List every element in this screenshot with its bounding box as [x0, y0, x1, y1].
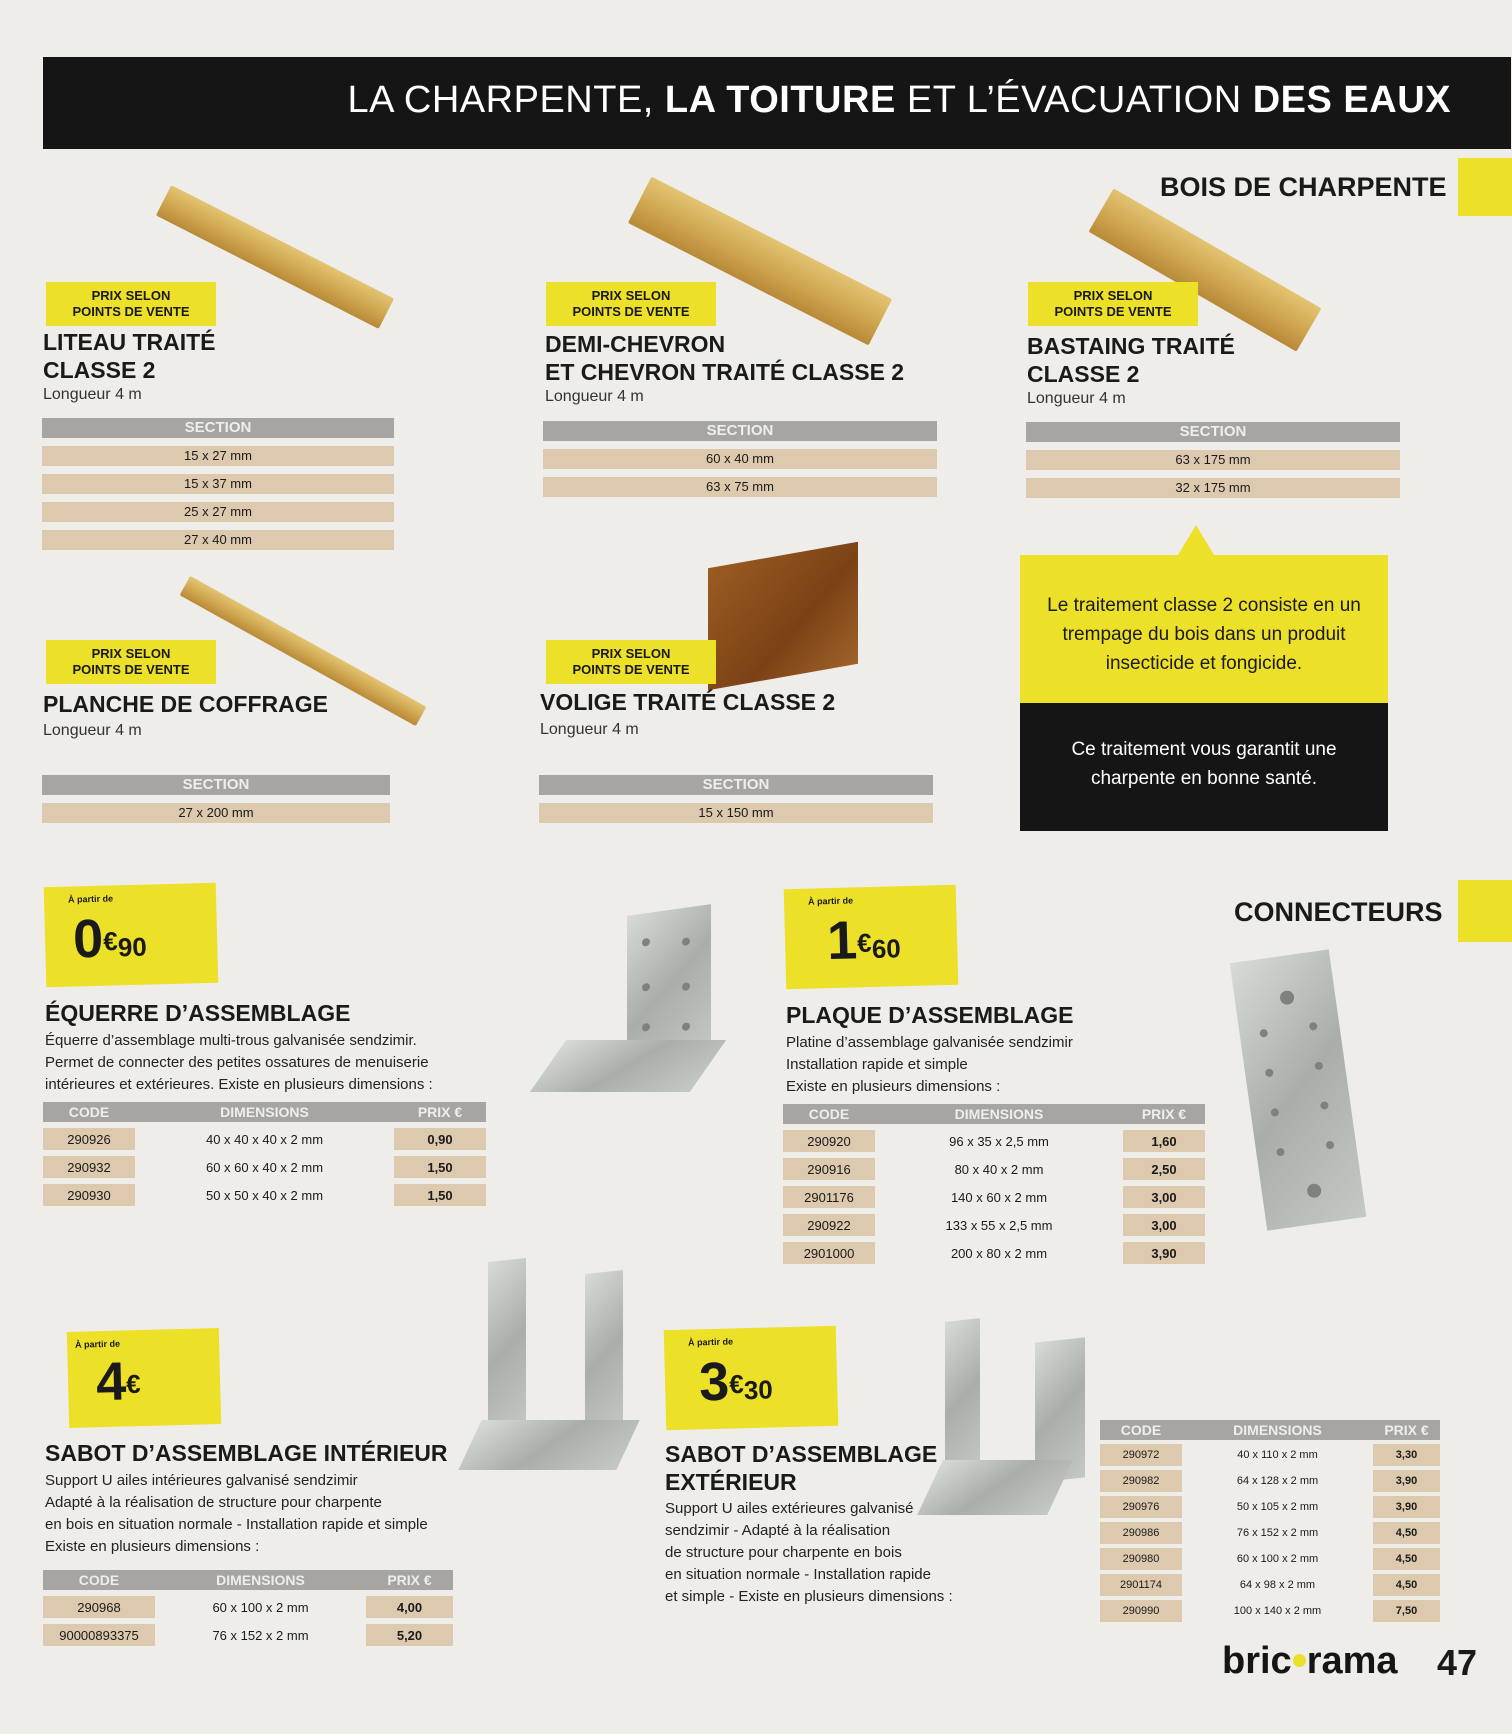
price-from: À partir de: [687, 1336, 734, 1348]
price-from: À partir de: [74, 1338, 121, 1350]
banner-title: [347, 79, 1451, 122]
table-row: 290932 60 x 60 x 40 x 2 mm 1,50: [43, 1156, 486, 1178]
price-tag: PRIX SELON POINTS DE VENTE: [546, 640, 716, 684]
section-table-planche: [42, 775, 390, 823]
product-length: Longueur 4 m: [43, 386, 142, 403]
sabot-ext-image: [945, 1318, 980, 1477]
table-row: 290990 100 x 140 x 2 mm 7,50: [1100, 1600, 1440, 1622]
price-tag: PRIX SELON POINTS DE VENTE: [46, 640, 216, 684]
section-marker: [1458, 158, 1512, 216]
section-marker: [1458, 880, 1512, 942]
table-row: 290972 40 x 110 x 2 mm 3,30: [1100, 1444, 1440, 1466]
info-box-yellow: [1020, 555, 1388, 703]
banner-part: LA CHARPENTE,: [347, 79, 665, 121]
banner-part: ET L’ÉVACUATION: [895, 79, 1253, 121]
product-length: Longueur 4 m: [540, 721, 639, 738]
price-table-sabot-int: CODE DIMENSIONS PRIX € 290968 60 x 100 x 2 mm 4,00 90000893375 76 x 152 x 2 mm 5,20: [43, 1564, 453, 1652]
price-value: 0€90: [72, 908, 148, 970]
product-title-chevron: DEMI-CHEVRON ET CHEVRON TRAITÉ CLASSE 2: [545, 331, 905, 385]
table-row: 290968 60 x 100 x 2 mm 4,00: [43, 1596, 453, 1618]
brand-logo: bric rama: [1222, 1640, 1398, 1682]
section-row: 15 x 27 mm: [42, 446, 394, 466]
price-table-sabot-ext: CODE DIMENSIONS PRIX € 290972 40 x 110 x 2 mm 3,30 290982 64 x 128 x 2 mm 3,90 290976 50 x 105 x 2 mm 3,90 290986 76 x 152 x 2 mm 4,50 290980 60 x 100 x 2 mm 4,50 2901174 64 x 98 x 2 mm 4,50 290990 100 x 140 x 2 mm 7,50: [1100, 1416, 1440, 1626]
price-tag: PRIX SELON POINTS DE VENTE: [546, 282, 716, 326]
product-length: Longueur 4 m: [43, 722, 142, 739]
price-box-sabot-ext: [664, 1326, 839, 1430]
price-tag: PRIX SELON POINTS DE VENTE: [46, 282, 216, 326]
plaque-image: [1230, 949, 1367, 1230]
price-tag: PRIX SELON POINTS DE VENTE: [1028, 282, 1198, 326]
bastaing-image: [1089, 188, 1322, 351]
price-value: 4€: [95, 1351, 142, 1413]
section-row: 25 x 27 mm: [42, 502, 394, 522]
section-row: 15 x 150 mm: [539, 803, 933, 823]
sabot-int-image: [488, 1258, 526, 1437]
info-text: Le traitement classe 2 consiste en un trempage du bois dans un produit insecticide et fongicide.: [1047, 595, 1361, 674]
sabot-int-image: [458, 1420, 639, 1470]
table-row: 2901174 64 x 98 x 2 mm 4,50: [1100, 1574, 1440, 1596]
product-title-volige: VOLIGE TRAITÉ CLASSE 2: [540, 689, 836, 715]
table-row: 290980 60 x 100 x 2 mm 4,50: [1100, 1548, 1440, 1570]
section-header: SECTION: [42, 775, 390, 795]
product-desc-equerre: Équerre d’assemblage multi-trous galvanisée sendzimir. Permet de connecter des petites ossatures de menuiserie intérieures et extérieures. Existe en plusieurs dimensions :: [45, 1032, 433, 1093]
section-row: 27 x 40 mm: [42, 530, 394, 550]
table-row: 290916 80 x 40 x 2 mm 2,50: [783, 1158, 1205, 1180]
table-row: 290926 40 x 40 x 40 x 2 mm 0,90: [43, 1128, 486, 1150]
product-title-plaque: PLAQUE D’ASSEMBLAGE: [786, 1002, 1074, 1028]
table-row: 290982 64 x 128 x 2 mm 3,90: [1100, 1470, 1440, 1492]
section-header: SECTION: [1026, 422, 1400, 442]
sabot-ext-image: [917, 1460, 1073, 1515]
banner-part: DES EAUX: [1252, 79, 1451, 121]
table-row: 290986 76 x 152 x 2 mm 4,50: [1100, 1522, 1440, 1544]
page-number: 47: [1437, 1642, 1478, 1683]
product-title-equerre: ÉQUERRE D’ASSEMBLAGE: [45, 1000, 351, 1026]
banner-part: LA TOITURE: [664, 79, 896, 121]
section-row: 32 x 175 mm: [1026, 478, 1400, 498]
price-from: À partir de: [807, 895, 854, 907]
table-row: 90000893375 76 x 152 x 2 mm 5,20: [43, 1624, 453, 1646]
product-desc-plaque: Platine d’assemblage galvanisée sendzimir Installation rapide et simple Existe en plusieurs dimensions :: [786, 1034, 1073, 1095]
table-row: 290930 50 x 50 x 40 x 2 mm 1,50: [43, 1184, 486, 1206]
table-row: 2901000 200 x 80 x 2 mm 3,90: [783, 1242, 1205, 1264]
product-title-liteau: LITEAU TRAITÉ CLASSE 2: [43, 329, 216, 383]
section-table-bastaing: [1026, 422, 1400, 498]
product-length: Longueur 4 m: [1027, 390, 1126, 407]
volige-image: [708, 542, 858, 690]
page-banner: [43, 57, 1511, 149]
table-row: 290976 50 x 105 x 2 mm 3,90: [1100, 1496, 1440, 1518]
table-row: 2901176 140 x 60 x 2 mm 3,00: [783, 1186, 1205, 1208]
product-length: Longueur 4 m: [545, 388, 644, 405]
product-desc-sabot-ext: Support U ailes extérieures galvanisé sendzimir - Adapté à la réalisation de structure pour charpente en bois en situation normale - Installation rapide et simple - Existe en plusieurs dimensions :: [665, 1500, 953, 1605]
price-table-plaque: CODE DIMENSIONS PRIX € 290920 96 x 35 x 2,5 mm 1,60 290916 80 x 40 x 2 mm 2,50 2901176 140 x 60 x 2 mm 3,00 290922 133 x 55 x 2,5 mm 3,00 2901000 200 x 80 x 2 mm 3,90: [783, 1098, 1205, 1270]
callout-arrow: [1178, 525, 1214, 555]
table-row: 290922 133 x 55 x 2,5 mm 3,00: [783, 1214, 1205, 1236]
equerre-image-base: [530, 1040, 726, 1092]
section-row: 15 x 37 mm: [42, 474, 394, 494]
sabot-int-image: [585, 1270, 623, 1439]
section-table-liteau: [42, 418, 394, 550]
section-row: 63 x 75 mm: [543, 477, 937, 497]
info-text: Ce traitement vous garantit une charpente en bonne santé.: [1071, 739, 1337, 789]
info-box-black: [1020, 703, 1388, 831]
price-table-equerre: CODE DIMENSIONS PRIX € 290926 40 x 40 x 40 x 2 mm 0,90 290932 60 x 60 x 40 x 2 mm 1,50 290930 50 x 50 x 40 x 2 mm 1,50: [43, 1096, 486, 1212]
section-header: SECTION: [42, 418, 394, 438]
product-title-sabot-ext: SABOT D’ASSEMBLAGE EXTÉRIEUR: [665, 1441, 938, 1495]
price-box-equerre: [44, 883, 219, 987]
product-title-sabot-int: SABOT D’ASSEMBLAGE INTÉRIEUR: [45, 1440, 448, 1466]
section-row: 27 x 200 mm: [42, 803, 390, 823]
section-title-bois: BOIS DE CHARPENTE: [1160, 172, 1447, 202]
product-title-planche: PLANCHE DE COFFRAGE: [43, 691, 328, 717]
section-title-connecteurs: CONNECTEURS: [1234, 897, 1443, 927]
section-row: 60 x 40 mm: [543, 449, 937, 469]
price-box-plaque: [784, 885, 959, 989]
price-from: À partir de: [67, 893, 114, 905]
section-table-volige: [539, 775, 933, 823]
table-row: 290920 96 x 35 x 2,5 mm 1,60: [783, 1130, 1205, 1152]
section-header: SECTION: [539, 775, 933, 795]
price-value: 3€30: [698, 1351, 774, 1413]
section-header: SECTION: [543, 421, 937, 441]
price-box-sabot-int: [67, 1328, 221, 1428]
brand-dot-icon: [1293, 1654, 1306, 1667]
price-value: 1€60: [826, 910, 902, 972]
product-title-bastaing: BASTAING TRAITÉ CLASSE 2: [1027, 333, 1235, 387]
section-table-chevron: [543, 421, 937, 497]
section-row: 63 x 175 mm: [1026, 450, 1400, 470]
product-desc-sabot-int: Support U ailes intérieures galvanisé sendzimir Adapté à la réalisation de structure pour charpente en bois en situation normale - Installation rapide et simple Existe en plusieurs dimensions :: [45, 1472, 428, 1555]
